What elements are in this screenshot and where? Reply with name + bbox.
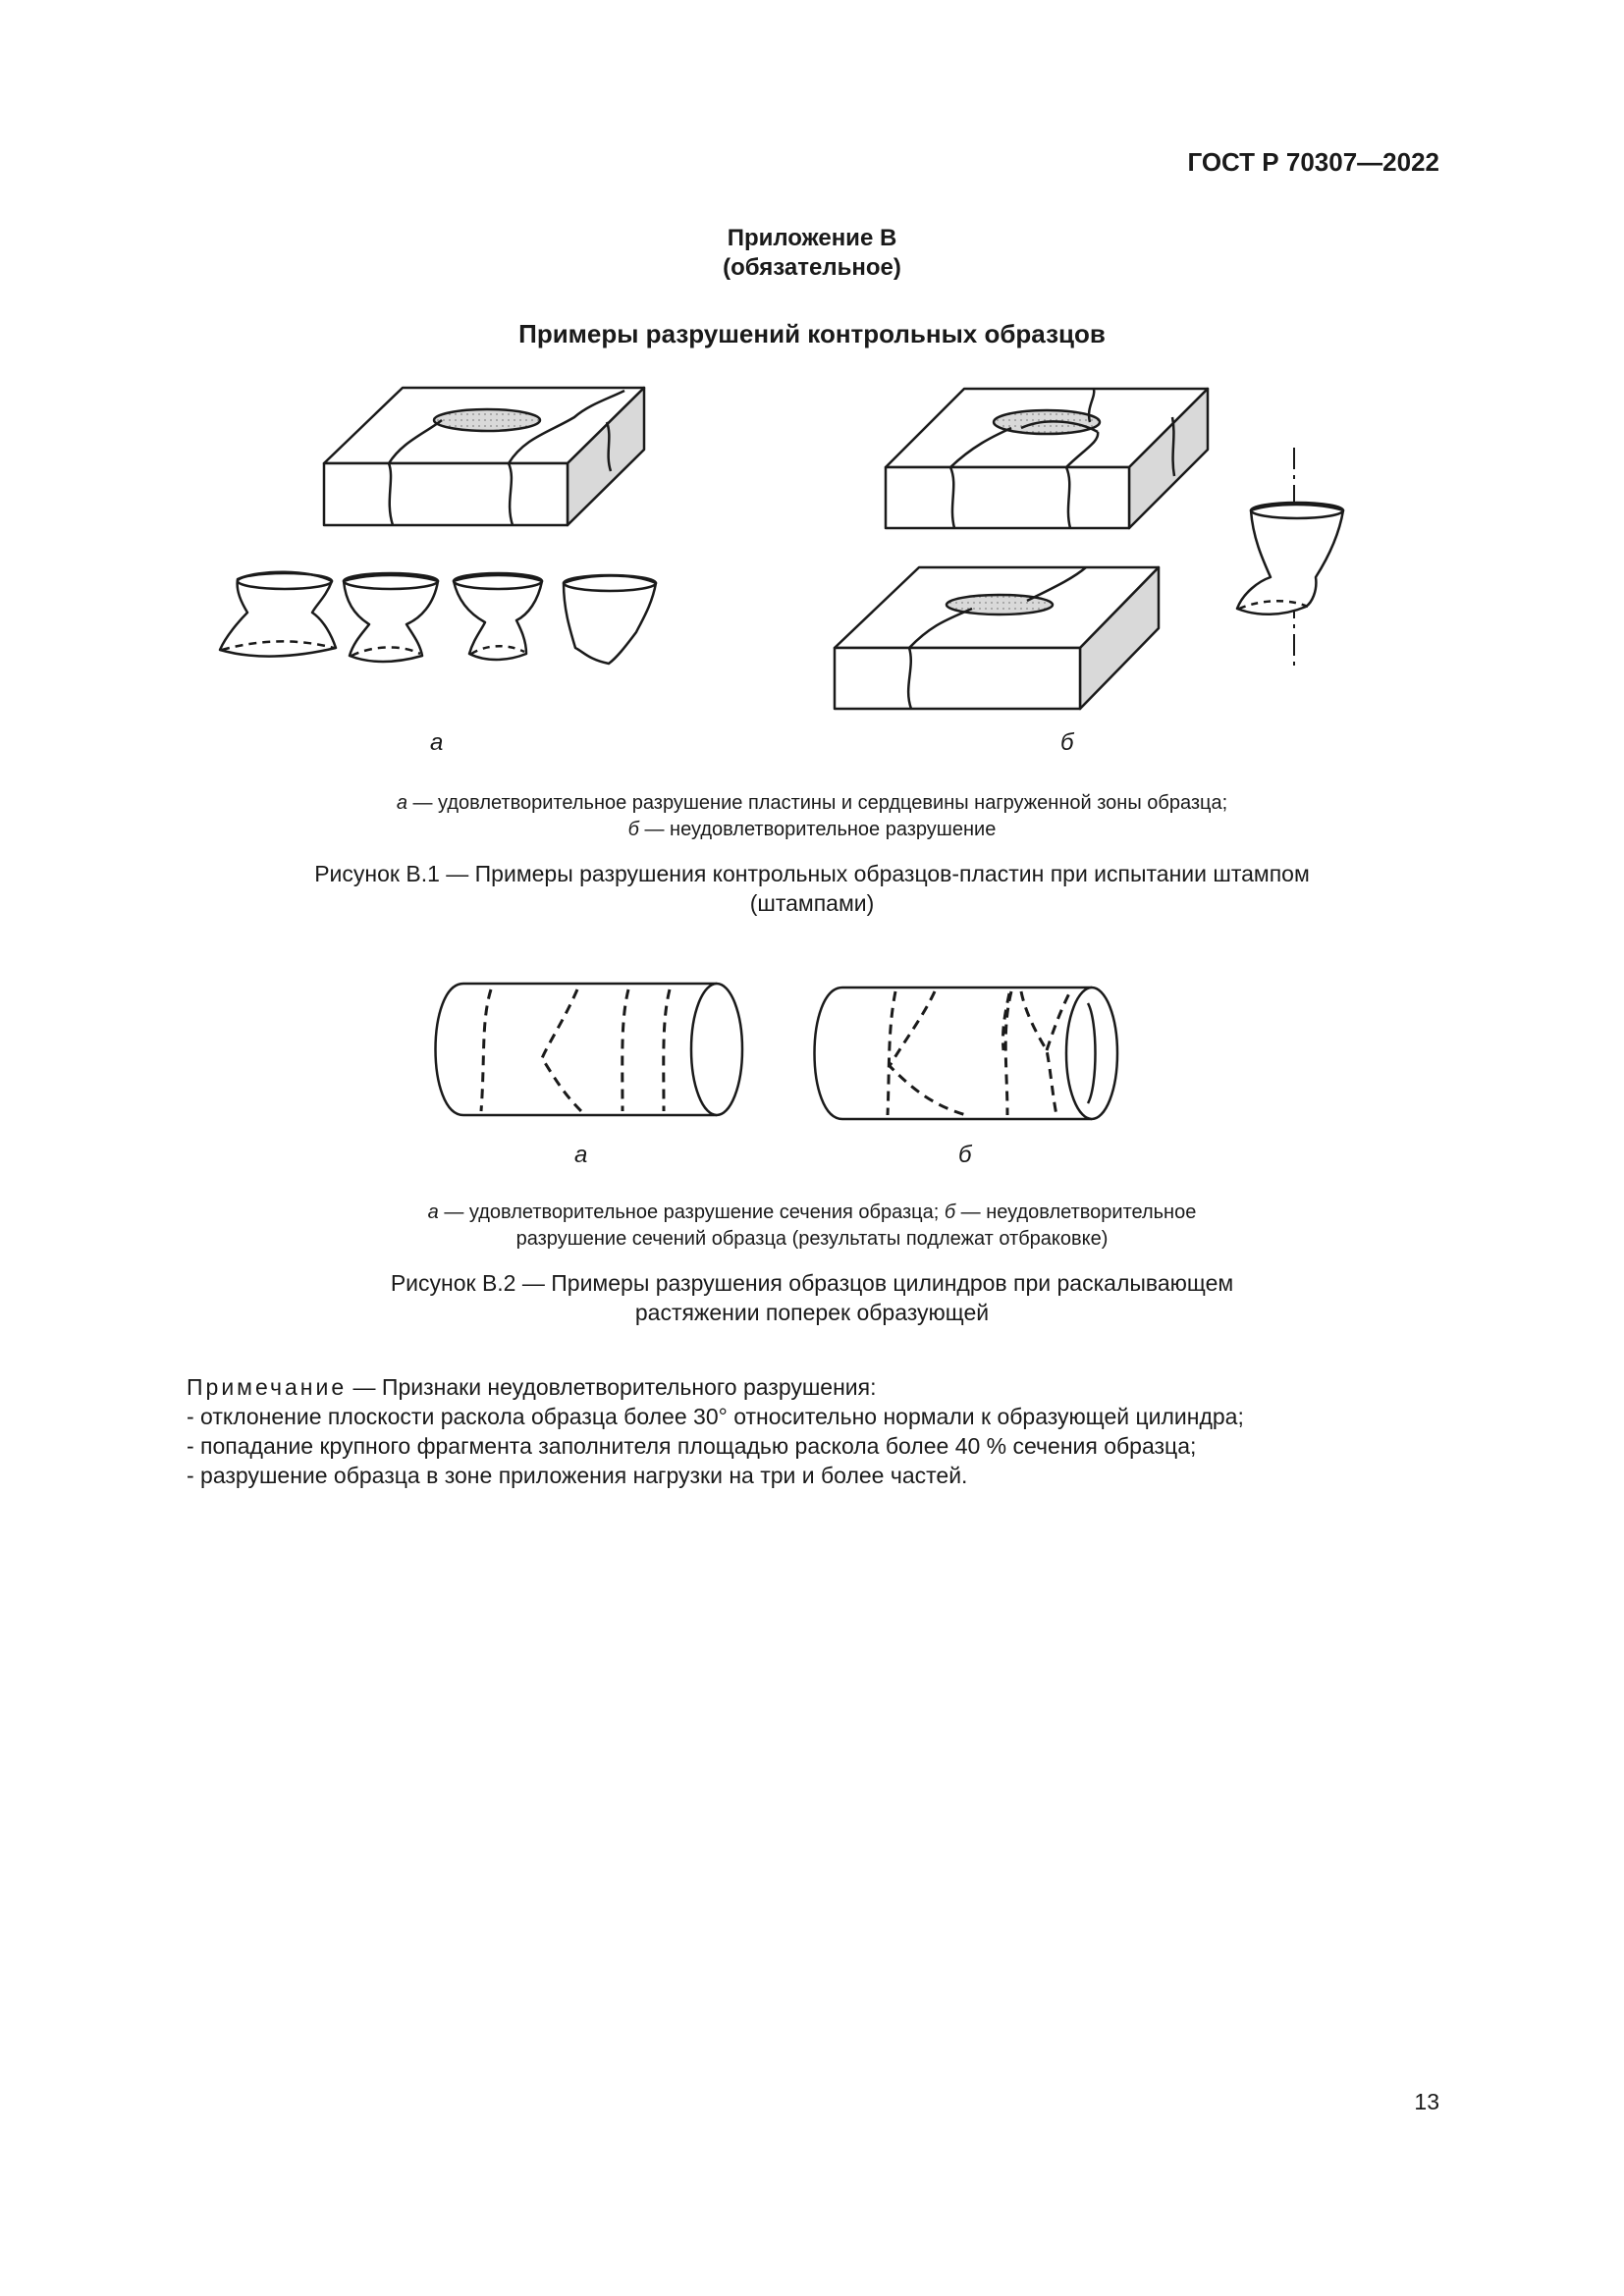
figure2-legend-b: — неудовлетворительное	[955, 1201, 1197, 1223]
figure2-caption-line1: Рисунок В.2 — Примеры разрушения образцов цилиндров при раскалывающем	[390, 1270, 1234, 1296]
note-intro: — Признаки неудовлетворительного разрушения:	[347, 1374, 877, 1400]
figure1-legend-a: — удовлетворительное разрушение пластины и сердцевины нагруженной зоны образца;	[406, 792, 1228, 814]
figure1b-bottom-slab	[835, 567, 1159, 709]
section-title: Примеры разрушений контрольных образцов	[518, 319, 1106, 348]
figure1-label-a: а	[430, 729, 444, 756]
page-number: 13	[1414, 2089, 1439, 2114]
figure2-caption	[0, 1268, 1624, 1327]
note-prefix: Примечание	[187, 1374, 348, 1400]
figure2-legend-a: — удовлетворительное разрушение сечения образца;	[438, 1201, 945, 1223]
figure2-legend-a-letter: а	[427, 1201, 439, 1223]
figure1-legend-b: — неудовлетворительное разрушение	[638, 819, 997, 840]
figure2a-cylinder	[436, 984, 743, 1115]
note-item: - разрушение образца в зоне приложения нагрузки на три и более частей.	[187, 1463, 968, 1488]
annex-title: Приложение В	[727, 225, 897, 251]
figure2-legend	[0, 1200, 1624, 1253]
figure2-legend-line2: разрушение сечений образца (результаты подлежат отбраковке)	[515, 1228, 1109, 1250]
figure2-label-a: а	[574, 1142, 588, 1168]
figure2-legend-b-letter: б	[944, 1201, 956, 1223]
figure1-legend	[0, 790, 1624, 843]
figure1-legend-b-letter: б	[627, 819, 639, 840]
annex-status: (обязательное)	[723, 254, 901, 281]
note-block	[187, 1372, 1244, 1490]
figure2-caption-line2: растяжении поперек образующей	[634, 1300, 990, 1325]
figure1b-core	[1237, 448, 1343, 667]
figure1a-cores	[220, 572, 656, 664]
figure2b-cylinder	[815, 988, 1118, 1119]
figure1-caption-line2: (штампами)	[749, 890, 875, 916]
figure1-label-b: б	[1060, 729, 1074, 756]
note-item: - отклонение плоскости раскола образца более 30° относительно нормали к образующей цилиндра;	[187, 1404, 1244, 1429]
figure2-label-b: б	[958, 1142, 972, 1168]
figure1-caption-line1: Рисунок В.1 — Примеры разрушения контрольных образцов-пластин при испытании штампом	[314, 861, 1310, 886]
figure1-legend-a-letter: а	[396, 792, 407, 814]
note-item: - попадание крупного фрагмента заполнителя площадью раскола более 40 % сечения образца;	[187, 1433, 1197, 1459]
figure1a-slab	[324, 388, 644, 525]
figure1b-top-slab	[886, 389, 1208, 528]
figure1-caption	[0, 859, 1624, 918]
document-code: ГОСТ Р 70307—2022	[1187, 147, 1439, 177]
